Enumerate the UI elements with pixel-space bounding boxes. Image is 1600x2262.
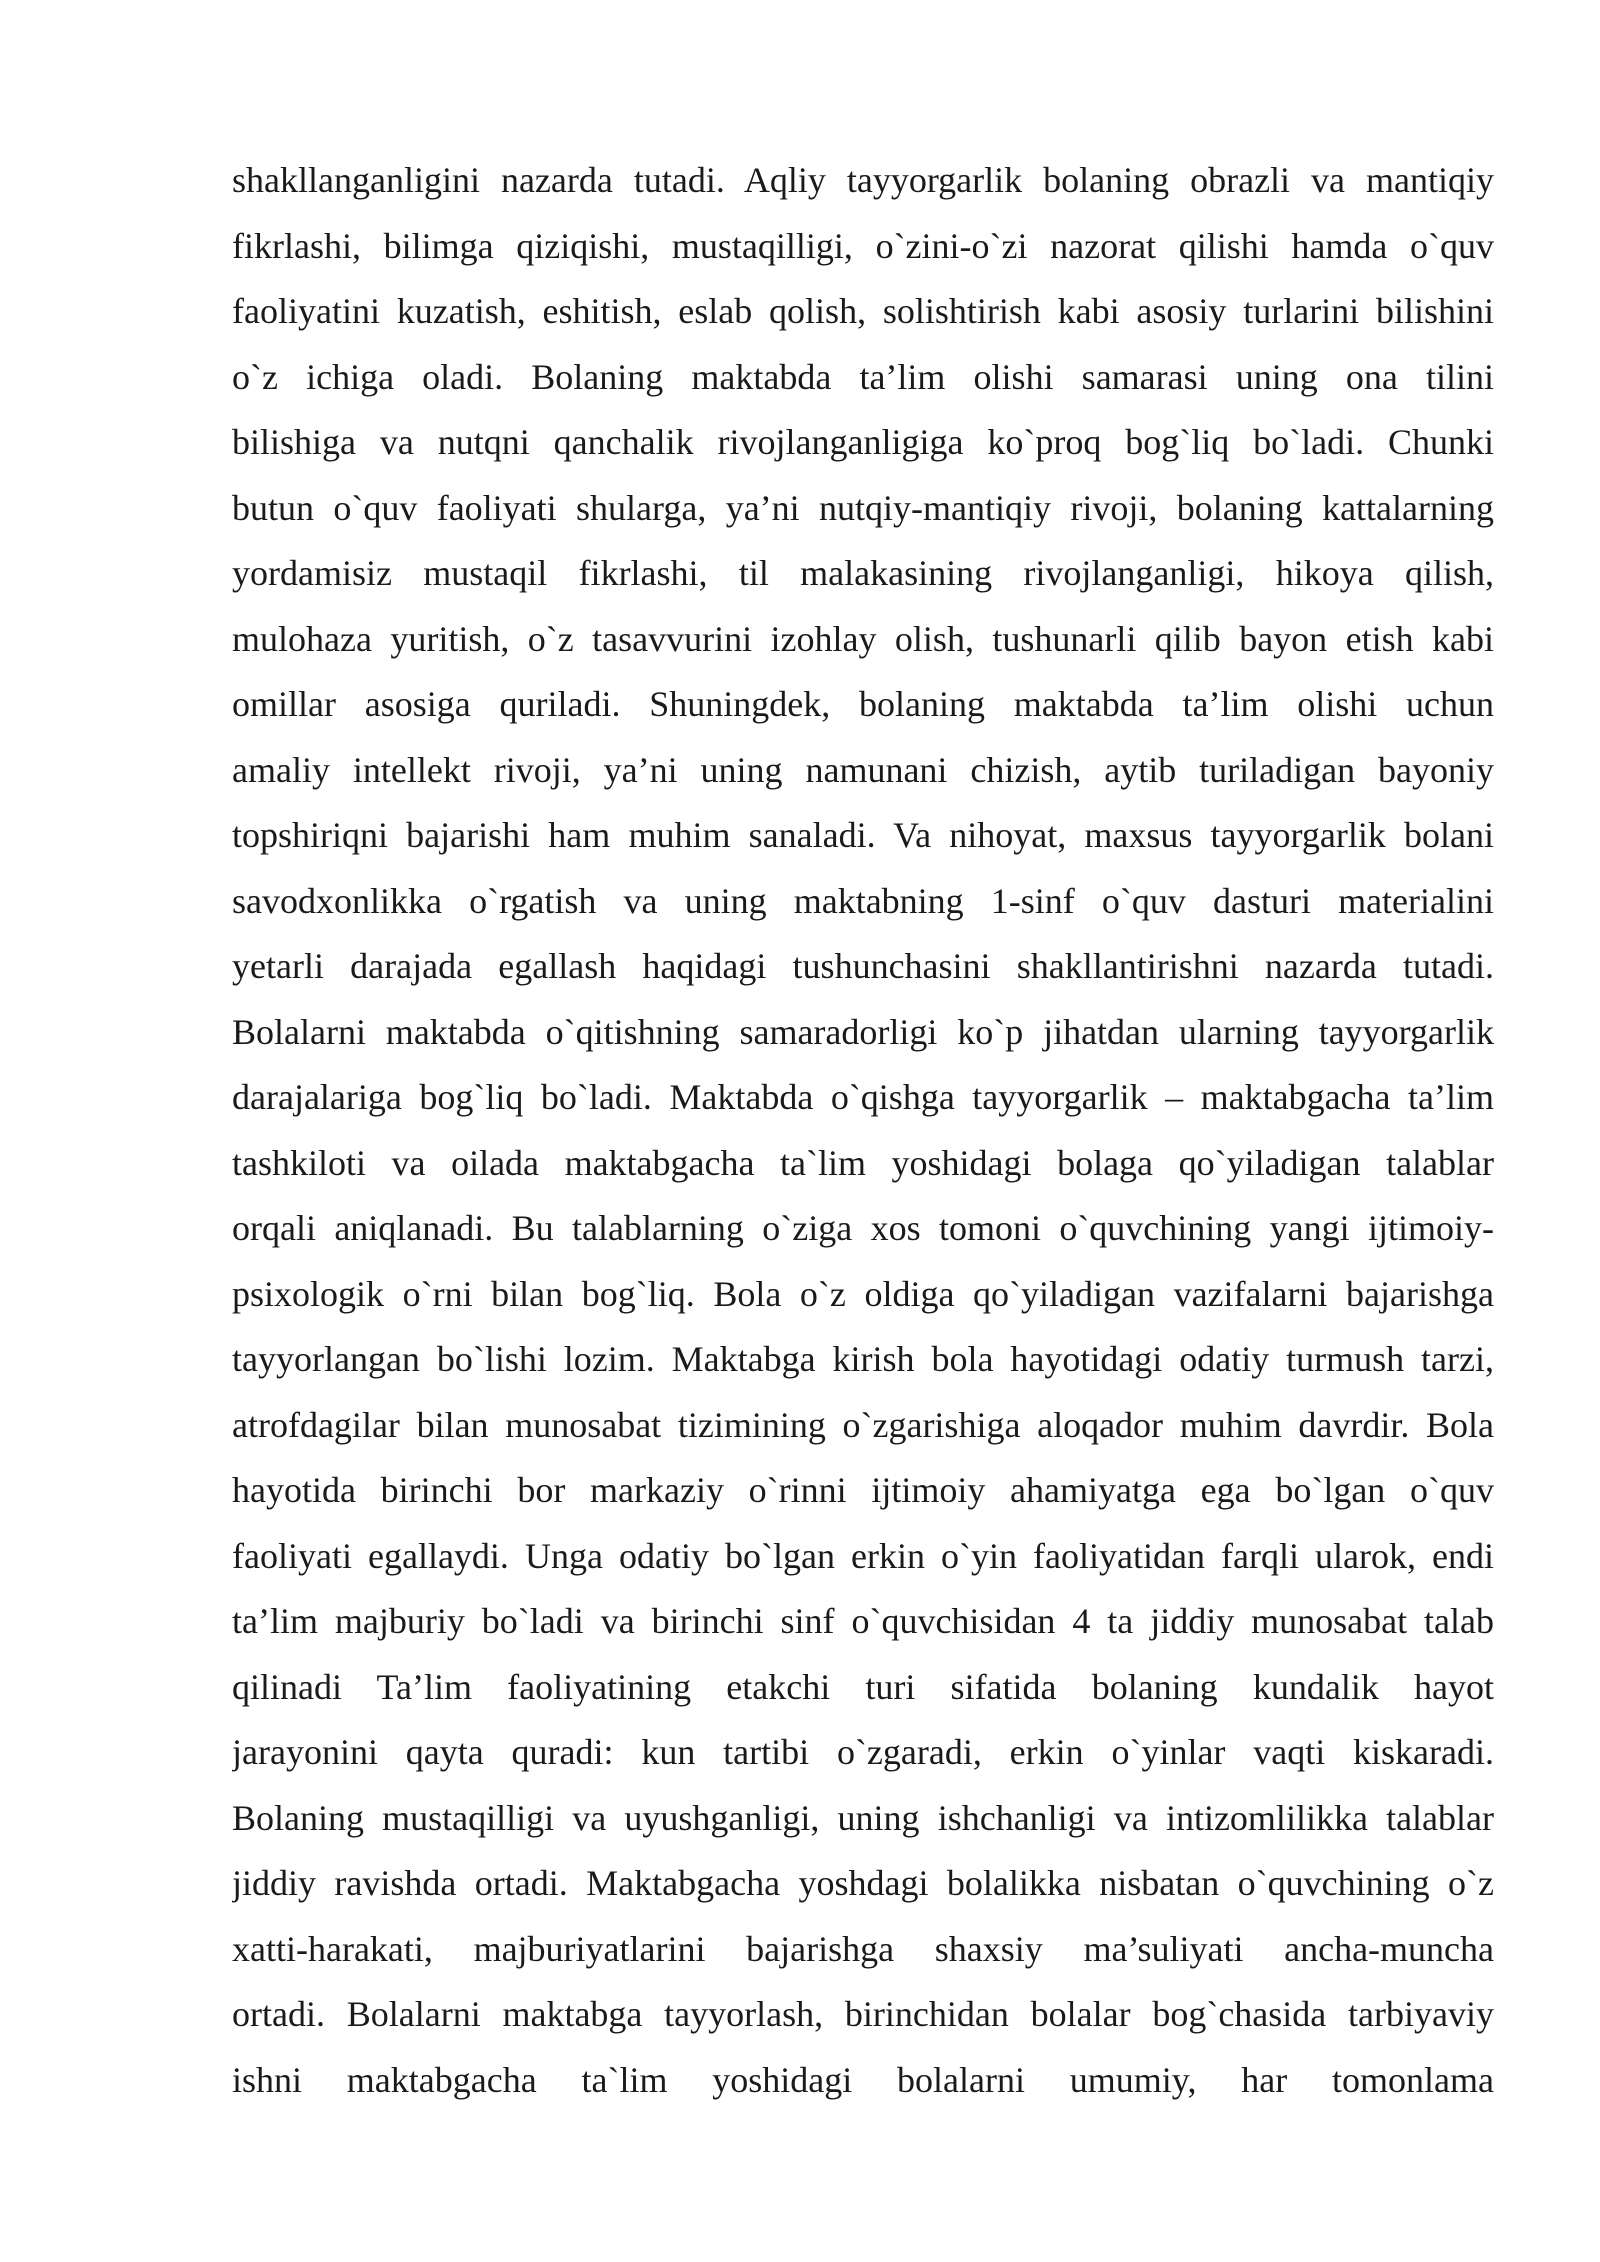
text-line: tayyorlangan bo`lishi lozim. Maktabga kirish bola hayotidagi odatiy turmush tarzi, xyxy=(232,1339,1494,1379)
text-line: orqali aniqlanadi. Bu talablarning o`ziga xos tomoni o`quvchining yangi ijtimoiy- xyxy=(232,1208,1494,1248)
text-line: o`z ichiga oladi. Bolaning maktabda ta’lim olishi samarasi uning ona tilini xyxy=(232,356,1494,397)
text-line: bilishiga va nutqni qanchalik rivojlanganligiga ko`proq bog`liq bo`ladi. Chunki xyxy=(232,422,1494,462)
text-line: ortadi. Bolalarni maktabga tayyorlash, birinchidan bolalar bog`chasida tarbiyaviy xyxy=(232,1994,1494,2034)
text-line: jiddiy ravishda ortadi. Maktabgacha yoshdagi bolalikka nisbatan o`quvchining o`z xyxy=(232,1863,1494,1903)
text-line: mulohaza yuritish, o`z tasavvurini izohlay olish, tushunarli qilib bayon etish kabi xyxy=(232,618,1494,659)
text-line: topshiriqni bajarishi ham muhim sanaladi. Va nihoyat, maxsus tayyorgarlik bolani xyxy=(232,815,1494,855)
text-line: yetarli darajada egallash haqidagi tushunchasini shakllantirishni nazarda tutadi. xyxy=(232,946,1494,986)
text-line: ta’lim majburiy bo`ladi va birinchi sinf o`quvchisidan 4 ta jiddiy munosabat talab xyxy=(232,1601,1494,1641)
text-line: Bolaning mustaqilligi va uyushganligi, uning ishchanligi va intizomlilikka talablar xyxy=(232,1797,1494,1838)
text-line: darajalariga bog`liq bo`ladi. Maktabda o`qishga tayyorgarlik – maktabgacha ta’lim xyxy=(232,1077,1494,1117)
text-line: atrofdagilar bilan munosabat tizimining o`zgarishiga aloqador muhim davrdir. Bola xyxy=(232,1404,1494,1445)
text-line: jarayonini qayta quradi: kun tartibi o`zgaradi, erkin o`yinlar vaqti kiskaradi. xyxy=(232,1732,1494,1772)
text-line: butun o`quv faoliyati shularga, ya’ni nutqiy-mantiqiy rivoji, bolaning kattalarning xyxy=(232,487,1494,528)
text-line: faoliyati egallaydi. Unga odatiy bo`lgan erkin o`yin faoliyatidan farqli ularok, endi xyxy=(232,1535,1494,1576)
document-page xyxy=(232,148,1494,2113)
text-line: fikrlashi, bilimga qiziqishi, mustaqilligi, o`zini-o`zi nazorat qilishi hamda o`quv xyxy=(232,225,1494,266)
text-line: faoliyatini kuzatish, eshitish, eslab qolish, solishtirish kabi asosiy turlarini bilishini xyxy=(232,291,1494,331)
text-line: shakllanganligini nazarda tutadi. Aqliy tayyorgarlik bolaning obrazli va mantiqiy xyxy=(232,160,1494,200)
text-line: amaliy intellekt rivoji, ya’ni uning namunani chizish, aytib turiladigan bayoniy xyxy=(232,749,1494,790)
text-line: Bolalarni maktabda o`qitishning samaradorligi ko`p jihatdan ularning tayyorgarlik xyxy=(232,1011,1494,1052)
text-line: qilinadi Ta’lim faoliyatining etakchi turi sifatida bolaning kundalik hayot xyxy=(232,1666,1494,1707)
text-line: xatti-harakati, majburiyatlarini bajarishga shaxsiy ma’suliyati ancha-muncha xyxy=(232,1928,1494,1969)
text-line: omillar asosiga quriladi. Shuningdek, bolaning maktabda ta’lim olishi uchun xyxy=(232,684,1494,724)
text-line: tashkiloti va oilada maktabgacha ta`lim yoshidagi bolaga qo`yiladigan talablar xyxy=(232,1142,1494,1183)
text-line: hayotida birinchi bor markaziy o`rinni ijtimoiy ahamiyatga ega bo`lgan o`quv xyxy=(232,1470,1494,1510)
text-line: psixologik o`rni bilan bog`liq. Bola o`z oldiga qo`yiladigan vazifalarni bajarishga xyxy=(232,1273,1494,1314)
text-line: ishni maktabgacha ta`lim yoshidagi bolalarni umumiy, har tomonlama xyxy=(232,2059,1494,2100)
text-line: savodxonlikka o`rgatish va uning maktabning 1-sinf o`quv dasturi materialini xyxy=(232,880,1494,921)
text-line: yordamisiz mustaqil fikrlashi, til malakasining rivojlanganligi, hikoya qilish, xyxy=(232,553,1494,593)
